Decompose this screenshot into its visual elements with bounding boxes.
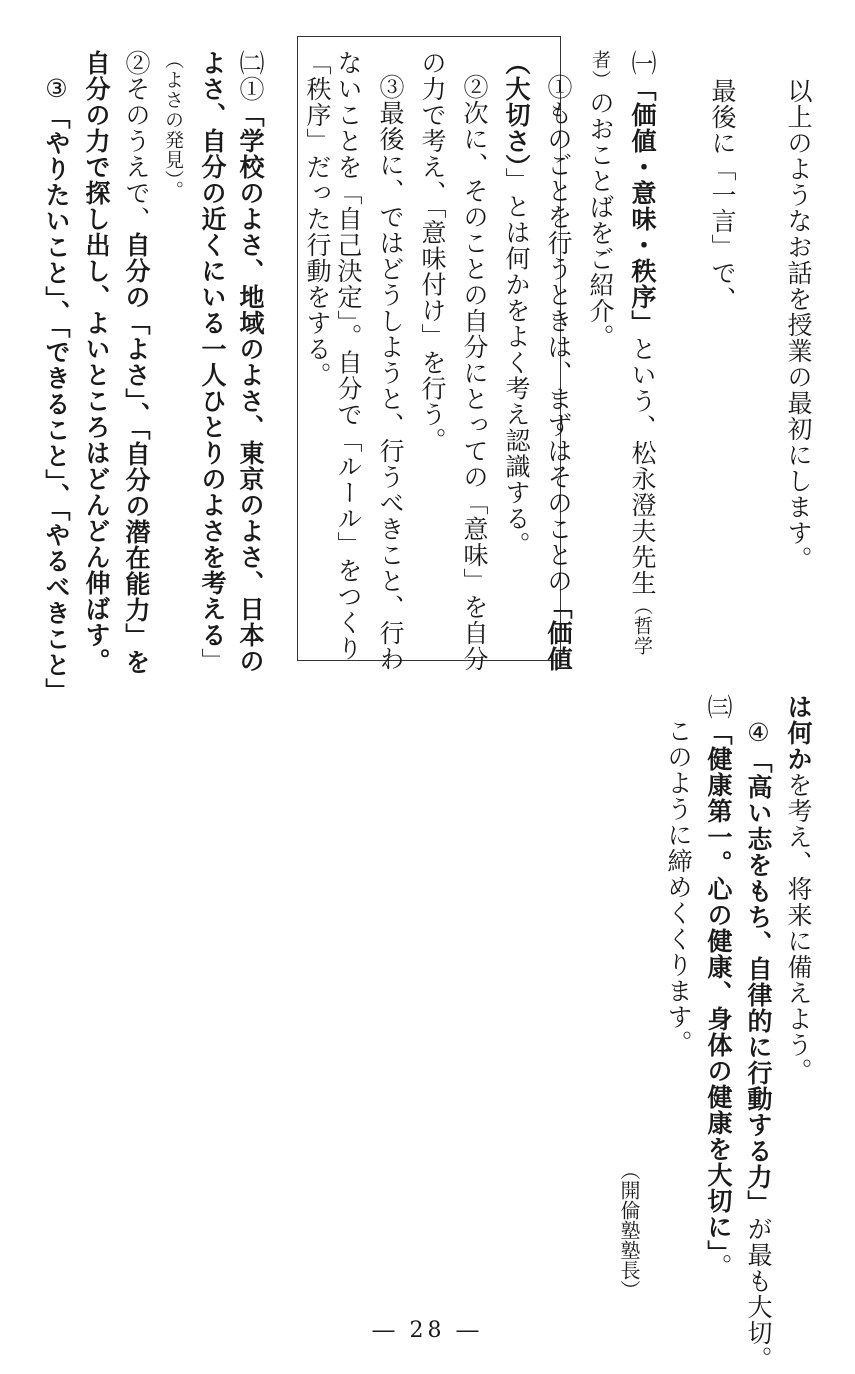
bottom-line-1: は何かを考え、将来に備えよう。 bbox=[784, 694, 813, 1084]
box-line-2: 者）のおことばをご紹介。 bbox=[586, 50, 615, 350]
sec2-line-1: ㈡①「学校のよさ、地域のよさ、東京のよさ、日本の bbox=[236, 50, 265, 674]
box-line-7: ③最後に、ではどうしようと、行うべきこと、行わ bbox=[376, 74, 405, 672]
sec2-line-4: ②そのうえで、自分の「よさ」、「自分の潜在能力」を bbox=[122, 50, 151, 675]
bottom-line-2: ④「高い志をもち、自律的に行動する力」が最も大切。 bbox=[744, 718, 773, 1372]
sec2-line-3: （よさの発見）。 bbox=[162, 50, 184, 201]
bottom-line-3: ㈢「健康第一。心の健康、身体の健康を大切に」。 bbox=[704, 694, 733, 1280]
box-line-5: ②次に、そのことの自分にとっての「意味」を自分 bbox=[460, 74, 489, 672]
sec2-line-2: よさ、自分の近くにいる一人ひとりのよさを考える」 bbox=[198, 50, 227, 674]
box-line-3: ①ものごとを行うときは、まずはそのことの「価値 bbox=[544, 74, 573, 672]
author-signature: （開倫塾塾長） bbox=[617, 1160, 641, 1300]
top-line-2: 最後に「一言」で、 bbox=[708, 78, 737, 312]
box-line-last: 「秩序」だった行動をする。 bbox=[303, 50, 332, 388]
top-line-1: 以上のようなお話を授業の最初にします。 bbox=[784, 78, 813, 572]
bottom-line-4: このように締めくくります。 bbox=[664, 718, 693, 1056]
sec2-line-5: 自分の力で探し出し、よいところはどんどん伸ばす。 bbox=[82, 50, 111, 674]
box-line-1: ㈠「価値・意味・秩序」という、松永澄夫先生（哲学 bbox=[628, 50, 657, 656]
box-line-4: （大切さ）」とは何かをよく考え認識する。 bbox=[502, 50, 531, 558]
sec2-line-6: ③「やりたいこと」、「できること」、「やるべきこと」 bbox=[42, 74, 71, 704]
box-line-6: の力で考え、「意味付け」を行う。 bbox=[418, 50, 447, 454]
page-number: ― 28 ― bbox=[372, 1318, 483, 1343]
box-line-8: ないことを「自己決定」。自分で「ルール」をつくり bbox=[334, 50, 363, 662]
